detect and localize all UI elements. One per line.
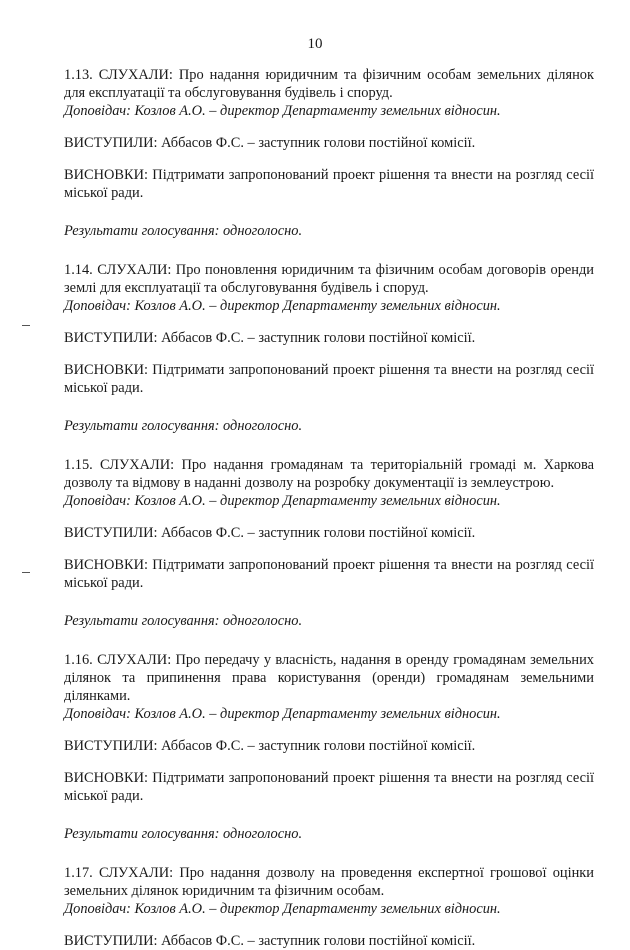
agenda-item-1-17 [64,864,594,950]
spoke-line: ВИСТУПИЛИ: Аббасов Ф.С. – заступник голови постійної комісії. [64,933,476,949]
spoke-line: ВИСТУПИЛИ: Аббасов Ф.С. – заступник голови постійної комісії. [64,525,476,541]
scan-mark [22,572,30,573]
heard-paragraph: 1.17. СЛУХАЛИ: Про надання дозволу на проведення експертної грошової оцінки земельних ділянок юридичним та фізичним особам. [64,865,594,899]
heard-paragraph: 1.15. СЛУХАЛИ: Про надання громадянам та територіальній громаді м. Харкова дозволу та відмову в наданні дозволу на розробку документації із землеустрою. [64,457,594,491]
spoke-line: ВИСТУПИЛИ: Аббасов Ф.С. – заступник голови постійної комісії. [64,135,476,151]
vote-result: Результати голосування: одноголосно. [64,613,303,629]
conclusion-paragraph: ВИСНОВКИ: Підтримати запропонований проект рішення та внести на розгляд сесії міської ради. [64,557,594,591]
reporter-line: Доповідач: Козлов А.О. – директор Департаменту земельних відносин. [64,901,501,917]
agenda-item-1-13 [64,66,594,240]
vote-result: Результати голосування: одноголосно. [64,826,303,842]
document-body [64,66,594,950]
agenda-item-1-15 [64,456,594,630]
conclusion-paragraph: ВИСНОВКИ: Підтримати запропонований проект рішення та внести на розгляд сесії міської ради. [64,362,594,396]
reporter-line: Доповідач: Козлов А.О. – директор Департаменту земельних відносин. [64,706,501,722]
scan-mark [22,325,30,326]
spoke-line: ВИСТУПИЛИ: Аббасов Ф.С. – заступник голови постійної комісії. [64,330,476,346]
heard-paragraph: 1.13. СЛУХАЛИ: Про надання юридичним та фізичним особам земельних ділянок для експлуатації та обслуговування будівель і споруд. [64,67,594,101]
spoke-line: ВИСТУПИЛИ: Аббасов Ф.С. – заступник голови постійної комісії. [64,738,476,754]
agenda-item-1-16 [64,651,594,843]
reporter-line: Доповідач: Козлов А.О. – директор Департаменту земельних відносин. [64,298,501,314]
conclusion-paragraph: ВИСНОВКИ: Підтримати запропонований проект рішення та внести на розгляд сесії міської ради. [64,770,594,804]
agenda-item-1-14 [64,261,594,435]
reporter-line: Доповідач: Козлов А.О. – директор Департаменту земельних відносин. [64,493,501,509]
vote-result: Результати голосування: одноголосно. [64,418,303,434]
conclusion-paragraph: ВИСНОВКИ: Підтримати запропонований проект рішення та внести на розгляд сесії міської ради. [64,167,594,201]
heard-paragraph: 1.14. СЛУХАЛИ: Про поновлення юридичним та фізичним особам договорів оренди землі для експлуатації та обслуговування будівель і споруд. [64,262,594,296]
vote-result: Результати голосування: одноголосно. [64,223,303,239]
heard-paragraph: 1.16. СЛУХАЛИ: Про передачу у власність, надання в оренду громадянам земельних ділянок та припинення права користування (оренди) громадянам земельними ділянками. [64,652,594,704]
reporter-line: Доповідач: Козлов А.О. – директор Департаменту земельних відносин. [64,103,501,119]
page-number: 10 [307,36,323,52]
